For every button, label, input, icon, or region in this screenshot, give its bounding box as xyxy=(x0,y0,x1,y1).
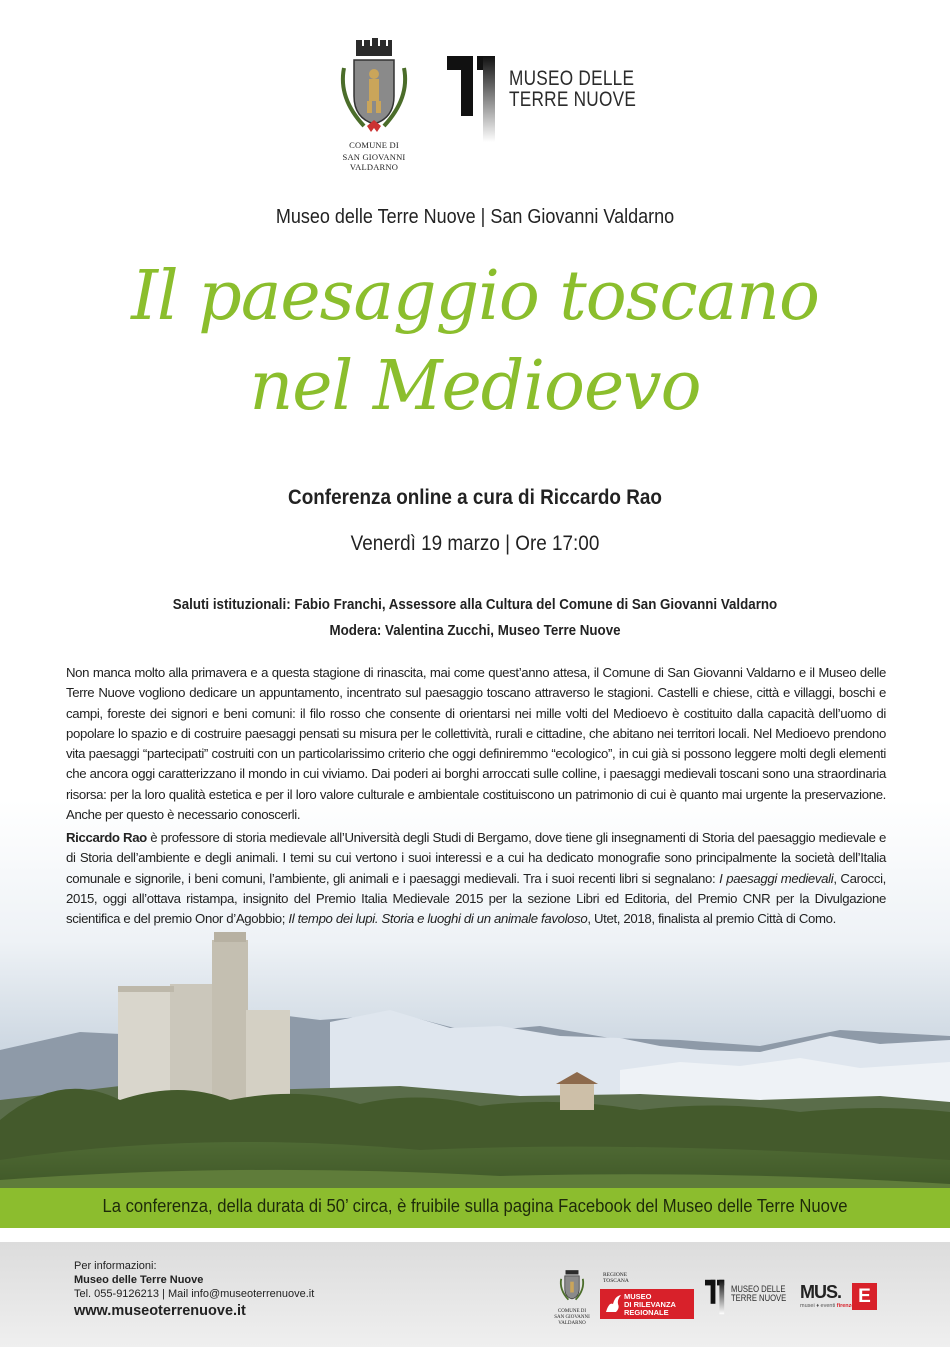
museo-mark-icon xyxy=(447,56,497,142)
event-datetime: Venerdì 19 marzo | Ore 17:00 xyxy=(350,532,600,555)
footer-museo-logo xyxy=(705,1279,797,1315)
footer-comune-logo xyxy=(542,1268,602,1327)
footer-comune-line-1: COMUNE DI xyxy=(557,1309,587,1314)
title-line-1: Il paesaggio toscano xyxy=(131,257,819,336)
regione-label-line-2: TOSCANA xyxy=(603,1278,629,1284)
pegasus-icon xyxy=(603,1292,623,1316)
comune-logo-line-2: SAN GIOVANNI VALDARNO xyxy=(342,152,406,172)
regione-badge-line-3: REGIONALE xyxy=(624,1308,669,1317)
muse-subtitle xyxy=(800,1303,854,1309)
speaker-name: Riccardo Rao xyxy=(66,830,147,845)
muse-logo xyxy=(800,1282,880,1314)
bio-text-1: è professore di storia medievale all’Università degli Studi di Bergamo, dove tiene gli insegnamenti di Storia del paesaggio medievale e di Storia dell’ambiente e degli animali. I temi su cui vertono i suoi interessi e a cui ha dedicato monografie sono principalmente la società dell’Italia comunale e signorile, i beni comuni, l’ambiente, gli animali e i paesaggi medievali. Tra i suoi recenti libri si segnalano: xyxy=(66,830,886,886)
speaker-bio xyxy=(66,828,886,929)
regione-label-line-1: REGIONE xyxy=(603,1272,628,1278)
muse-subtitle-red: firenze xyxy=(836,1303,855,1309)
regione-badge-line-1: MUSEO xyxy=(624,1292,652,1301)
bio-text-3: , Utet, 2018, finalista al premio Città di Como. xyxy=(587,911,836,927)
footer-museo-mark-icon xyxy=(705,1279,725,1315)
book-title-1: I paesaggi medievali xyxy=(719,870,834,886)
footer-info-label: Per informazioni: xyxy=(74,1260,157,1272)
footer-museum-name: Museo delle Terre Nuove xyxy=(74,1274,204,1286)
moderator-line: Modera: Valentina Zucchi, Museo Terre Nuove xyxy=(329,623,621,639)
museo-logo xyxy=(447,56,667,142)
bio-text-2: , Carocci, 2015, oggi all’ottava ristampa, insignito del Premio Italia Medievale 2015 per la sezione Libri ed Editoria, del Premio CNR per la Divulgazione scientifica e del premio Onor d’Agobbio; xyxy=(66,870,886,927)
comune-logo-line-1: COMUNE DI xyxy=(349,140,399,150)
footer-coat-of-arms-icon xyxy=(557,1268,587,1304)
institutional-greetings: Saluti istituzionali: Fabio Franchi, Assessore alla Cultura del Comune di San Giovanni Valdarno xyxy=(172,597,778,613)
regione-badge-line-2: DI RILEVANZA xyxy=(624,1300,676,1309)
regione-toscana-logo xyxy=(600,1272,696,1320)
footer-contact[interactable]: Tel. 055-9126213 | Mail info@museoterrenuove.it xyxy=(74,1288,315,1300)
comune-logo xyxy=(322,38,426,172)
museo-logo-line-2: TERRE NUOVE xyxy=(509,88,637,111)
museo-logo-line-1: MUSEO DELLE xyxy=(509,67,635,90)
footer-website-link[interactable]: www.museoterrenuove.it xyxy=(74,1303,246,1319)
venue-heading: Museo delle Terre Nuove | San Giovanni Valdarno xyxy=(275,206,675,228)
muse-e-badge: E xyxy=(852,1283,877,1310)
muse-subtitle-plain: musei ♦ eventi xyxy=(800,1303,837,1309)
muse-word: MUS. xyxy=(800,1282,841,1302)
footer-museo-line-1: MUSEO DELLE xyxy=(731,1284,786,1294)
banner-text: La conferenza, della durata di 50’ circa, è fruibile sulla pagina Facebook del Museo delle Terre Nuove xyxy=(102,1195,848,1216)
footer-comune-line-2: SAN GIOVANNI VALDARNO xyxy=(554,1315,590,1326)
title-line-2: nel Medioevo xyxy=(249,347,701,426)
book-title-2: Il tempo dei lupi. Storia e luoghi di un animale favoloso xyxy=(288,911,588,927)
conference-subtitle: Conferenza online a cura di Riccardo Rao xyxy=(288,486,662,509)
page-title xyxy=(0,252,950,432)
coat-of-arms-icon xyxy=(334,38,414,138)
intro-paragraph: Non manca molto alla primavera e a questa stagione di rinascita, mai come quest’anno attesa, il Comune di San Giovanni Valdarno e il Museo delle Terre Nuove vogliono dedicare un appuntamento, incentrato sul paesaggio toscano attraverso le stagioni. Castelli e chiese, città e villaggi, boschi e campi, foreste dei signori e beni comuni: il filo rosso che consente di orientarsi nei mille volti del Medioevo è costituito dalla capacità dell’uomo di popolare lo spazio e di costruire paesaggi pensati su misura per le collettività, rurali e cittadine, che abitano nei territori locali. Nel Medioevo prendono vita paesaggi “partecipati” costruiti con un particolarissimo criterio che oggi definiremmo “ecologico”, in cui già si possono leggere molti degli elementi che ancora oggi caratterizzano il mondo in cui viviamo. Dai poderi ai borghi arroccati sulle colline, i paesaggi medievali toscani sono una straordinaria risorsa: per la loro qualità estetica e per il loro valore culturale e ambientale costituiscono un patrimonio di cui è quanto mai urgente la preservazione. Anche per questo è necessario conoscerli. xyxy=(66,665,886,823)
footer-museo-line-2: TERRE NUOVE xyxy=(731,1293,787,1303)
